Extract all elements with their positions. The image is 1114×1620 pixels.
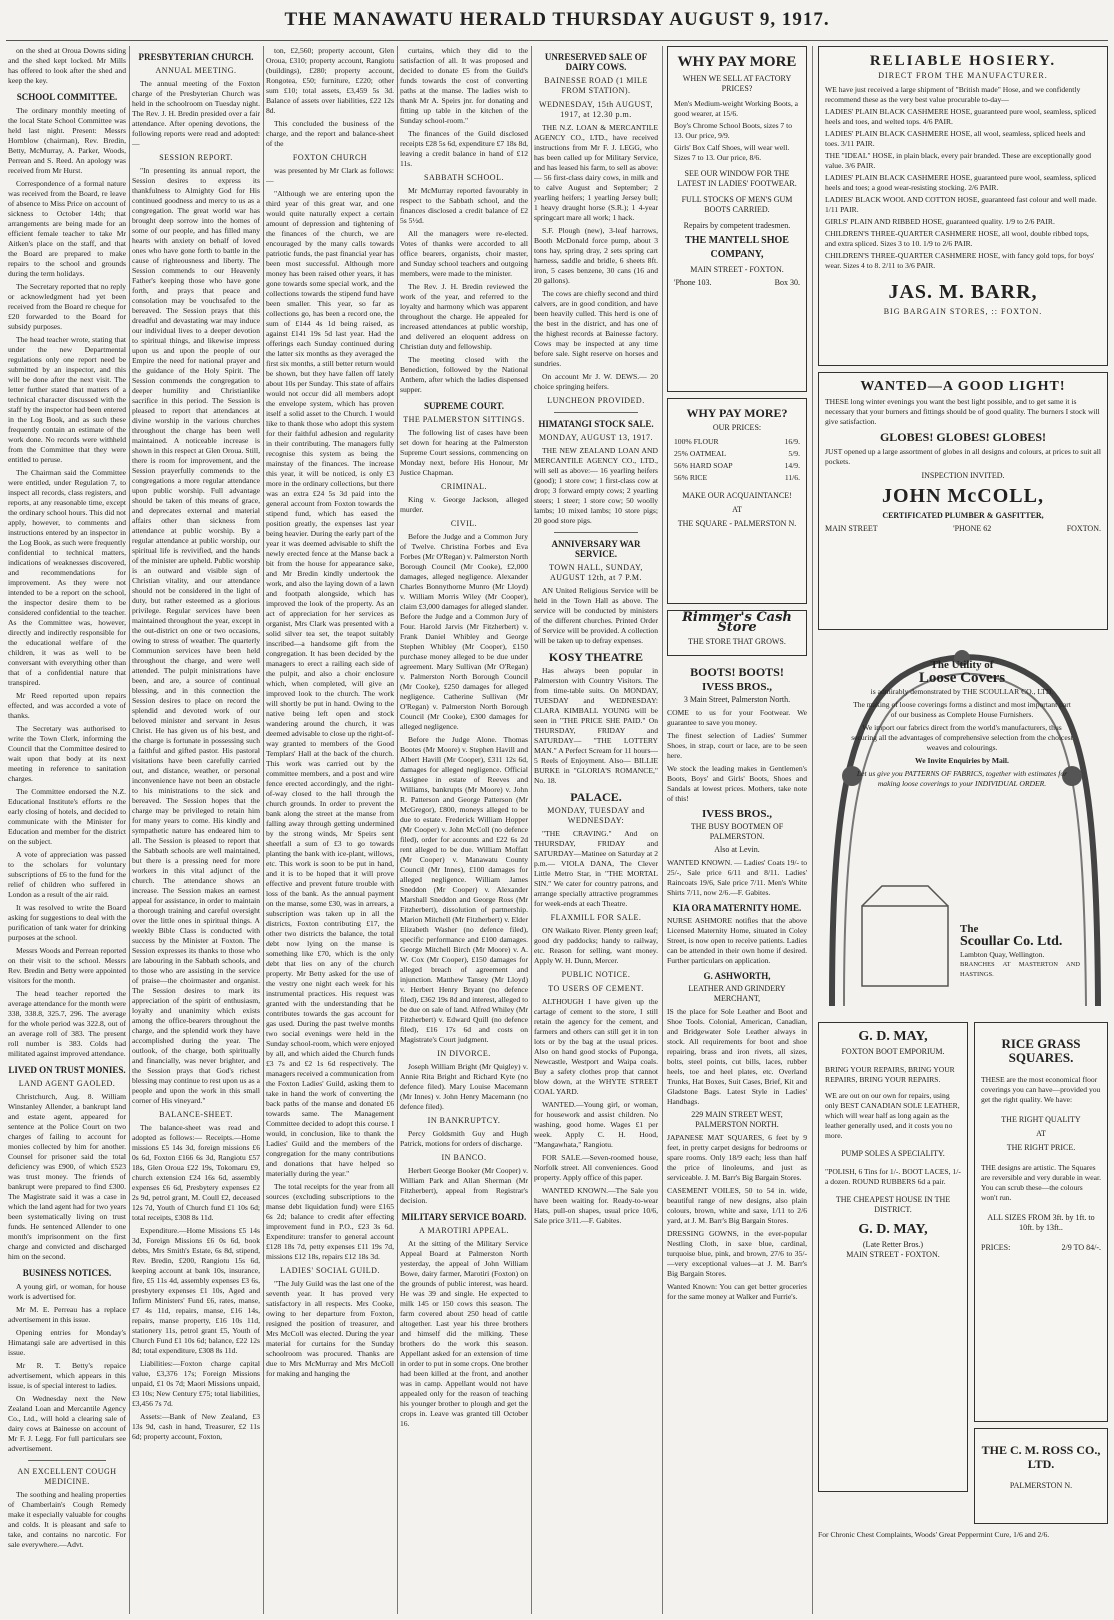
article-text: Assets:—Bank of New Zealand, £3 13s 9d, cash in hand, Treasurer, £2 11s 6d; property account, Foxton, [132, 1412, 260, 1441]
article-text: The Secretary reported that no reply or acknowledgment had yet been received from the Board re cheque for £20 forwarded to the Board for subsidy purposes. [8, 282, 126, 331]
article-text: Mr Reed reported upon repairs effected, and was accorded a vote of thanks. [8, 691, 126, 720]
ad-address: 229 MAIN STREET WEST, PALMERSTON NORTH. [691, 1110, 783, 1129]
notice-subheading: FLAXMILL FOR SALE. [550, 913, 642, 922]
column-1 [8, 46, 126, 1614]
article-heading: MILITARY SERVICE BOARD. [401, 1212, 527, 1222]
masthead-rule [6, 40, 1108, 41]
ad-line: (Late Retter Bros.) [862, 1240, 924, 1249]
price-row: 56% RICE 11/6. [674, 473, 800, 482]
ad-town: FOXTON. [1066, 524, 1101, 533]
ad-box: Box 30. [774, 278, 800, 287]
ad-phone: 'Phone 103. [674, 278, 712, 287]
article-text: on the shed at Oroua Downs siding and the shed kept locked. Mr Mills has offered to look after the shed and keep the key. [8, 46, 126, 85]
ad-company: JAS. M. BARR, [888, 281, 1038, 303]
ad-line: Repairs by competent tradesmen. [683, 221, 791, 230]
notice-subheading: TO USERS OF CEMENT. [548, 984, 644, 993]
article-text: A young girl, or woman, for house work is advertised for. [8, 1282, 126, 1301]
notice-text: FOR SALE.—Seven-roomed house, Norfolk street. All conveniences. Good property. Apply office of this paper. [534, 1153, 658, 1182]
article-text: "Although we are entering upon the third year of this great war, and one would quite naturally expect a certain amount of depression and tightening of the finances of the church, we are encouraged by the many calls towards patriotic funds, the past financial year has been most successful. Although more money has been raised other years, it has gone towards some special work, and the collections towards the stipend fund have been smaller. This year, so far as collections go, has been a record one, the sum of £144 4s 1d being raised, as against £141 19s 5d last year. Had the offerings each Sunday continued during the latter six months as they averaged the first six months, a still better return would be shown, but they have fallen off lately about 10s per Sunday. This state of affairs would not occur did all members adopt the envelope system, which has proven itself a solid asset to the Church. I would like to thank those who adopt this system for their faithful adhesion and regularity in their contributing. The managers fully recognise this system as being the mainstay of the finances. The increase this year, it will be noticed, is only £3 more in the ordinary collections, but there was an extra £24 5s 3d paid into the general account from Foxton towards the stipend fund, which has eased the position greatly, the expenses last year being heavier. During the early part of the year it was deemed advisable to shift the newly erected fence at the Manse back a bit from the house for appearance sake, and Mr Bredin kindly undertook the work, and also the laying down of a lawn and footpath alongside, which has improved the look of the property. As an act of appreciation for her services as organist, Mrs Clark was presented with a solid silver tea set, the teapot suitably inscribed—a handsome gift from the congregation. It has been decided by the managers to erect a railing each side of the pulpit, and also a choir enclosure which, when completed, will give an improved look to the church. The work will shortly be put in hand. Owing to the native being left open and stock wandering around the church, it was deemed advisable to close up the right-of-way granted to members of the Good Templars' Hall at the back of the church. This work was carried out by the committee members, and a post and wire fence erected accordingly, and the right-of-way closed to the hall through the church grounds. In order to prevent the bank along the street at the manse from falling away through getting undermined by the strong winds, Mr Speirs sent sheetfall a sum of £3 to go towards planting the bank with ice-plant, willows, etc. This work is soon to be put in hand, and it is to be hoped that it will prove effective and prevent future trouble with loss of the bank. As the annual payment on the manse, some £30, was in arrears, a subscription was taken up in all the districts, Foxton contributing £17, the other two districts the balance, the total debt now lying on the manse is something like £70, which is the only debt that lies on any of the church property. Mr Betty asked for the use of the vestry one night each week for his instrumental practices. His request was granted with the understanding that he contributes towards the gas account for gas used. During the past twelve months two social evenings were held in the Sunday school-room, which were enjoyed by all, and which aided the Church funds £3 7s and £2 1s 6d respectively. The managers received a communication from the Foxton Ladies' Guild, asking them to take in hand the work of converting the back paths of the manse and donated £6 towards same. The Management Committee decided to adopt this course. I would, in conclusion, like to thank the Ladies' Guild and the members of the congregation for the many contributions and donations that have helped so materially during the year." [266, 189, 394, 1178]
article-heading: SUPREME COURT. [423, 401, 505, 411]
ad-line: JUST opened up a large assortment of globes in all designs and colours, at prices to suit all pockets. [825, 447, 1101, 466]
ad-text: NURSE ASHMORE notifies that the above Licensed Maternity Home, situated in Coley Street, is now open to receive patients. Ladies can be attended in their own home if desired. Further particulars on application. [667, 916, 807, 965]
notice-text: WANTED KNOWN.—The Sale you have been waiting for. Ready-to-wear Hats, pull-on shapes, usual price 10/6, Sale price 3/11.—F. Gabites. [534, 1186, 658, 1225]
article-text: Herbert George Booker (Mr Cooper) v. William Park and Allan Sherman (Mr Fitzherbert), appeal from Registrar's decision. [400, 1166, 528, 1205]
article-text: curtains, which they did to the satisfaction of all. It was proposed and decided to donate £5 from the Guild's funds towards the cost of converting paths at the manse. The ladies wish to thank Mr A. Speirs jnr. for donating and fitting up table in the kitchen of the Sunday school-room." [400, 46, 528, 125]
article-subheading: IN BANKRUPTCY. [427, 1116, 501, 1125]
ad-line: The [960, 924, 979, 935]
ad-text: WANTED KNOWN. — Ladies' Coats 19/- to 25/-, Sale price 6/11 and 8/11. Ladies' Raincoats 19/6, Sale price 7/11. Men's White Shirts 7/11, now 2/6.—F. Gabites. [667, 858, 807, 897]
ad-street: MAIN STREET [825, 524, 878, 533]
ad-subtitle: WHEN WE SELL AT FACTORY PRICES? [682, 74, 792, 93]
ad-line: PALMERSTON N. [1009, 1481, 1073, 1490]
ad-line: THE BUSY BOOTMEN OF PALMERSTON. [690, 822, 784, 841]
ad-line: LADIES' PLAIN BLACK CASHMERE HOSE, all wool, seamless, spliced heels and toes. 3/11 PAIR. [825, 129, 1086, 148]
article-text: The following list of cases have been set down for hearing at the Palmerston Supreme Court sessions, commencing on Monday next, before His Honour, Mr Justice Chapman. [400, 428, 528, 477]
article-text: The Secretary was authorised to write the Town Clerk, informing the Council that the Committee desired to wait upon that body at its next meeting in reference to sanitation charges. [8, 724, 126, 783]
article-text: Before the Judge and a Common Jury of Twelve. Christina Forbes and Eva Forbes (Mr O'Regan) v. Palmerston North Borough Council (Mr Cooke), £2,000 damages, alleged negligence. Alexander Charles Bonnythorne Munro (Mr Lloyd) v. William Morris Wiley (Mr Cooper), claim £3,000 damages for alleged slander. Before the Judge and a Common Jury of Four. Harold Jarvis (Mr Fitzherbert) v. Frank Daniel Whibley and George Stephen Whibley (Mr Cooper), £150 purchase money alleged to be due under agreement. Mary Sullivan (Mr O'Regan) v. Palmerston North Borough Council (Mr Cooke), £250 damages for alleged negligence. Catherine Sullivan (Mr O'Regan) v. Palmerston North Borough Council (Mr Cooke), £300 damages for alleged negligence. [400, 532, 528, 731]
article-text: The meeting closed with the Benediction, followed by the National Anthem, after which the ladies dispensed supper. [400, 355, 528, 394]
column-divider [812, 46, 813, 1614]
ad-line: GLOBES! GLOBES! GLOBES! [879, 430, 1047, 444]
ad-line: LADIES' PLAIN BLACK CASHMERE HOSE, guaranteed pure wool, seamless, spliced heels and toes; a good wear-resisting stocking. 2/6 PAIR. [825, 173, 1096, 192]
notice-heading: PALACE. [570, 790, 622, 804]
ad-line: LADIES' BLACK WOOL AND COTTON HOSE, guaranteed fast colour and well made. 1/11 PAIR. [825, 195, 1097, 214]
ad-line: CHILDREN'S THREE-QUARTER CASHMERE HOSE, with fancy gold tops, for boys' wear. Sizes 4 to 8. 2/11 to 3/6 PAIR. [825, 251, 1095, 270]
armchair-illustration [862, 886, 948, 906]
article-text: Mr R. T. Betty's repaice advertisement, which appears in this issue, is of special interest to ladies. [8, 1361, 126, 1390]
ad-title: WHY PAY MORE? [686, 406, 788, 420]
article-text: The soothing and healing properties of Chamberlain's Cough Remedy make it especially valuable for coughs and colds. It is pleasant and safe to take, and contains no narcotic. For sale everywhere.—Advt. [8, 1490, 126, 1549]
woods-notice [818, 1530, 1108, 1570]
ad-address: Lambton Quay, Wellington. [960, 950, 1045, 959]
ad-line: THE "IDEAL" HOSE, in plain black, every pair branded. These are exceptionally good value. 3/6 PAIR. [825, 151, 1092, 170]
article-heading: LIVED ON TRUST MONIES. [8, 1065, 126, 1075]
article-subheading: CRIMINAL. [440, 482, 488, 491]
article-heading: BUSINESS NOTICES. [22, 1268, 112, 1278]
ad-address: 3 Main Street, Palmerston North. [683, 695, 791, 704]
ad-text: JAPANESE MAT SQUARES, 6 feet by 9 feet, in pretty carpet designs for bedrooms or spare rooms. Only 18/9 each; less than half the price of linoleums, and just as serviceable. J. M. Barr's Big Bargain Stores. [667, 1133, 807, 1182]
article-subheading: ANNUAL MEETING. [155, 66, 237, 75]
newspaper-title: THE MANAWATU HERALD THURSDAY AUGUST 9, 1917. [284, 9, 830, 30]
notice-subheading: LUNCHEON PROVIDED. [547, 396, 645, 405]
ad-company: G. D. MAY, [858, 1029, 928, 1044]
rimmers-ad [667, 610, 807, 656]
article-subheading: THE PALMERSTON SITTINGS. [403, 415, 525, 424]
ad-company: THE MANTELL SHOE COMPANY, [685, 235, 789, 260]
ad-line: AT [1036, 1129, 1046, 1138]
ad-line: THESE are the most economical floor coverings you can have—provided you get the right quality. We have: [981, 1075, 1101, 1104]
ad-line: "POLISH, 6 Tins for 1/-. BOOT LACES, 1/- a dozen. ROUND RUBBERS 6d a pair. [825, 1167, 961, 1186]
ad-line: THE CHEAPEST HOUSE IN THE DISTRICT. [835, 1195, 951, 1214]
notice-heading: HIMATANGI STOCK SALE. [538, 419, 654, 429]
loose-covers-text [850, 660, 1074, 846]
ad-text: The making of loose coverings forms a distinct and most important part of our business as Complete House Furnishers. [853, 700, 1071, 719]
ad-title: BOOTS! BOOTS! [690, 665, 784, 679]
ad-line: BIG BARGAIN STORES, :: FOXTON. [883, 307, 1043, 316]
ad-address: THE SQUARE - PALMERSTON N. [677, 519, 797, 528]
notice-subheading: PUBLIC NOTICE. [561, 970, 631, 979]
ad-line: INSPECTION INVITED. [921, 471, 1005, 480]
ad-title: WANTED—A GOOD LIGHT! [860, 379, 1066, 394]
article-text: The Chairman said the Committee were entitled, under Regulation 7, to inspect all records, class registers, and reports, at any reasonable time, except the ordinary school hours. This did not apply, however, to comments and instructions entered by an inspector in the Log Book, as such were frequently confidential to technical matters, indications of weaknesses discovered, and recommendations for improvement. As they were not intended to be a report on the school, the inspector desire them to be considered confidential to the teacher. As the Committee was, however, directly and indirectly responsible for the educational welfare of the children, it was as well to be conversant with everything other than that of a confidential nature that transpired. [8, 468, 126, 687]
article-subheading: LADIES' SOCIAL GUILD. [280, 1266, 380, 1275]
notice-text: ON Waikato River. Plenty green leaf; good dry paddocks; handy to railway, etc. Reason for selling, want money. Apply W. H. Dunn, Mercer. [534, 926, 658, 965]
ad-line: CHILDREN'S THREE-QUARTER CASHMERE HOSE, all wool, double ribbed tops, and extra spliced. Sizes 3 to 10. 1/9 to 2/6 PAIR. [825, 229, 1089, 248]
ad-line: THE RIGHT QUALITY [1001, 1115, 1081, 1124]
ad-line: BRING YOUR REPAIRS, BRING YOUR REPAIRS, BRING YOUR REPAIRS. [825, 1065, 955, 1084]
article-text: ton, £2,560; property account, Glen Oroua, £310; property account, Rangiotu (buildings), £280; property account, Rongotea, £50; furniture, £220; other sum £10; total assets, £3,459 5s 3d. Balance of assets over liabilities, £22 12s 8d. [266, 46, 394, 115]
notice-subheading: BAINESSE ROAD (1 MILE FROM STATION). [544, 76, 648, 95]
may-boot-ad [818, 1022, 968, 1492]
column-6-notices [667, 662, 807, 1604]
article-text: Messrs Woods and Perrean reported on their visit to the school. Messrs Rev. Bredin and Betty were appointed visitors for the month. [8, 946, 126, 985]
masthead [0, 0, 1114, 40]
article-text: The Rev. J. H. Bredin reviewed the work of the year, and referred to the loyalty and harmony which was apparent throughout the charge. He appealed for increased attendances at public worship, and delivered an eloquent address on Christian duty and fellowship. [400, 282, 528, 351]
ad-line: CERTIFICATED PLUMBER & GASFITTER, [882, 511, 1044, 520]
ad-line: MAKE OUR ACQUAINTANCE! [682, 491, 792, 500]
article-text: A vote of appreciation was passed to the scholars for voluntary subscriptions of £6 to the fund for the relief of children who suffered in London as a result of the air raid. [8, 850, 126, 899]
article-text: All the managers were re-elected. Votes of thanks were accorded to all office bearers, organists, choir master, and Sunday school teachers and outgoing members, were made to the minister. [400, 229, 528, 278]
article-text: The ordinary monthly meeting of the local State School Committee was held last night. Present: Messrs Hornblow (chairman), Rev. Bredin, Betty, McMurray, A. Parker, Woods, Perrean and S. Reed. An apology was received from Mr Hurst. [8, 106, 126, 175]
ad-title: WHY PAY MORE [677, 54, 797, 70]
ad-text: Wanted Known: You can get better groceries for the same money at Walker and Furrie's. [667, 1282, 807, 1301]
article-subheading: CIVIL. [450, 519, 478, 528]
ad-line: Girls' Box Calf Shoes, will wear well. Sizes 7 to 13. Our price, 8/6. [674, 143, 790, 162]
ad-line: FULL STOCKS OF MEN'S GUM BOOTS CARRIED. [681, 195, 793, 214]
article-subheading: LAND AGENT GAOLED. [18, 1079, 116, 1088]
notice-heading: ANNIVERSARY WAR SERVICE. [551, 539, 641, 559]
article-text: The finances of the Guild disclosed receipts £28 5s 6d, expenditure £7 18s 8d, leaving a credit balance in hand of £12 11s. [400, 129, 528, 168]
ad-text: For Chronic Chest Complaints, Woods' Great Peppermint Cure, 1/6 and 2/6. [818, 1530, 1050, 1539]
ad-line: Also at Levin. [714, 845, 760, 854]
notice-heading: UNRESERVED SALE OF DAIRY COWS. [544, 52, 648, 72]
ad-line: SEE OUR WINDOW FOR THE LATEST IN LADIES' FOOTWEAR. [677, 169, 797, 188]
ad-line: ALL SIZES FROM 3ft. by 1ft. to 10ft. by 13ft.. [987, 1213, 1095, 1232]
section-rule [28, 1460, 106, 1461]
column-2 [132, 46, 260, 1614]
ad-company: THE C. M. ROSS CO., LTD. [981, 1443, 1101, 1471]
article-text: The total receipts for the year from all sources (excluding subscriptions to the manse debt liquidation fund) were £165 6s 2d; balance to credit after effecting improvement fund in P.O., £23 3s 6d. Expenditure: transfer to general account £128 18s 7d, petty expenses £11 19s 7d, missions £12 18s, repairs £12 18s 3d. [266, 1182, 394, 1261]
article-text: The Committee endorsed the N.Z. Educational Institute's efforts re the early closing of hotels, and decided to communicate with the Minister for Education and member for the district on the subject. [8, 787, 126, 846]
ad-company: G. D. MAY, [858, 1222, 928, 1237]
price-row: 25% OATMEAL 5/9. [674, 449, 800, 458]
ad-line: AT [732, 505, 742, 514]
ad-line: Boy's Chrome School Boots, sizes 7 to 13. Our price, 9/9. [674, 121, 793, 140]
mccoll-ad [818, 372, 1108, 630]
ad-company: IVESS BROS., [701, 808, 772, 820]
column-divider [397, 46, 398, 1614]
notice-text: "THE CRAVING." And on THURSDAY, FRIDAY and SATURDAY—Matinee on Saturday at 2 p.m.— VIOLA DANA, The Clever Little Metro Star, in "THE MORTAL SIN." We cater for country patrons, and arrange specially attractive programmes for week-ends at each Theatre. [534, 829, 658, 908]
notice-heading: KOSY THEATRE [548, 650, 644, 664]
price-row: 56% HARD SOAP 14/9. [674, 461, 800, 470]
ad-title: RICE GRASS SQUARES. [1001, 1036, 1081, 1065]
ad-line: WE have just received a large shipment of "British made" Hose, and we confidently recommend these as the very best value procurable to-day— [825, 85, 1081, 104]
ross-ad [974, 1428, 1108, 1524]
ad-line: BRANCHES AT MASTERTON AND HASTINGS. [960, 961, 1080, 978]
column-divider [129, 46, 130, 1614]
ad-tagline: THE STORE THAT GROWS. [688, 637, 786, 646]
article-subheading: SESSION REPORT. [159, 153, 233, 162]
article-text: The head teacher reported the average attendance for the month were 338, 338.8, 325.7, 296. The average for the whole period was 322.8, out of an average roll of 383. The present roll number is 383. Colds had militated against improved attendance. [8, 989, 126, 1058]
article-text: Opening entries for Monday's Himatangi sale are advertised in this issue. [8, 1328, 126, 1357]
ad-text: DRESSING GOWNS, in the ever-popular Nestling Cloth, in saxe blue, cardinal, turquoise blue, pink, and brown, 27/6 to 35/-—very exceptional values—at J. M. Barr's Big Bargain Stores. [667, 1229, 807, 1278]
article-subheading: IN DIVORCE. [437, 1049, 491, 1058]
notice-text: The cows are chiefly second and third calvers, are in good condition, and have been heavily culled. This herd is one of the best in the district, and has one of the highest records at Bainesse factory. Cows may be inspected at any time before sale. Sight reserve on horses and sundries. [534, 289, 658, 368]
article-text: The annual meeting of the Foxton charge of the Presbyterian Church was held in the schoolroom on Tuesday night. The Rev. J. H. Bredin presided over a fair attendance. After opening devotions, the following reports were read and adopted:— [132, 79, 260, 148]
article-heading: SCHOOL COMMITTEE. [16, 92, 118, 102]
ad-phone: 'PHONE 62 [953, 524, 992, 533]
article-text: "The July Guild was the last one of the seventh year. It has proved very satisfactory in all respects. Mrs Cooke, owing to her departure from Foxton, resigned the position of treasurer, and Mrs McColl was elected. During the year material for curtains for the Sunday schoolroom was procured. Thanks are due to Mrs McMurray and Mrs McColl for making and hanging the [266, 1279, 394, 1378]
notice-text: WANTED.—Young girl, or woman, for housework and assist children. No washing, good home. Wages £1 per week. Apply C. H. Hood, "Mangawhata," Rangiotu. [534, 1100, 658, 1149]
notice-subheading: WEDNESDAY, 15th AUGUST, 1917, at 12.30 p.m. [538, 100, 654, 119]
ad-text: Let us give you PATTERNS OF FABRICS, together with estimates for making loose coverings to your INDIVIDUAL ORDER. [856, 769, 1068, 788]
ad-line: LADIES' PLAIN BLACK CASHMERE HOSE, guaranteed pure wool, seamless, spliced heels and toes, and welted tops. 4/6 PAIR. [825, 107, 1096, 126]
notice-subheading: MONDAY, TUESDAY and WEDNESDAY: [547, 806, 645, 825]
ad-address: MAIN STREET - FOXTON. [846, 1250, 940, 1259]
ad-subtitle: DIRECT FROM THE MANUFACTURER. [878, 71, 1048, 80]
article-text: The balance-sheet was read and adopted as follows:— Receipts.—Home missions £5 14s 3d, foreign missions £6 0s 6d, Foxton £166 6s 3d, Rangiotu £57 18s, Glen Oroua £22 19s, Tokomaru £9, church extension £24 16s 6d, assembly expenses £6 6d, Presbytery expenses £2 2s 9d, petrol grant, M. Coull £2, deceased 12s 7d, Youth of Church fund £1 10s 6d; total receipts, £308 8s 11d. [132, 1123, 260, 1222]
ad-text: The finest selection of Ladies' Summer Shoes, in strap, court or lace, are to be seen here. [667, 731, 807, 760]
notice-text: THE NEW ZEALAND LOAN AND MERCANTILE AGENCY CO., LTD., will sell as above:— 16 yearling heifers (good); 1 store cow; 1 first-class cow at drop; 3 forward empty cows; 2 yearling steers; 1 steer; 1 store cow; 50 woolly lambs; 10 mixed lambs; 10 store pigs; 20 good store pigs. [534, 446, 658, 525]
ad-line: THE RIGHT PRICE. [1006, 1143, 1076, 1152]
article-text: Mr M. E. Perreau has a replace advertisement in this issue. [8, 1305, 126, 1324]
ad-line: Men's Medium-weight Working Boots, a good wearer, at 15/6. [674, 99, 799, 118]
ad-line: PUMP SOLES A SPECIALITY. [841, 1149, 945, 1158]
article-text: "In presenting its annual report, the Session desires to express its thankfulness to Almighty God for His continued goodness and mercy to us as a congregation. The great world war has brought deep sorrow into the homes of some of our people, and has filled many hearts with anxiety on behalf of loved ones who have gone forth to battle in the cause of righteousness and liberty. The Session commends to our Heavenly Father's keeping those who have gone forth, and prays that peace and consolation may be vouchsafed to the bereaved. The Session prays that this dreadful and devastating war may induce our individual lives to a deeper devotion to spiritual things, and likewise impress upon us and upon the people of our Empire the need for national prayer and the guidance of the Holy Spirit. The Session commends the congregation to deeper humility and Christianlike sacrifice in this period. The Session is pleased to report that attendances at divine worship in the various churches throughout the charge has been well maintained. A noticeable increase is shown in this respect at Glen Oroua. Still, there is room for improvement, and the Session prayerfully commends to the congregations a more regular attendance upon public worship. Full advantage should be taken of this means of grace, and deprecates external and material affairs other than sickness from attendance at public worship. By a regular attendance at public worship, our spiritual life is revivified, and the hands of the minister are upheld. Public worship is an outward and visible sign of Christian vitality, and our attendance should not be considered in the light of duty, but rather esteemed as a glorious privilege. Regular services have been maintained throughout the year, except in the out-district on one or two occasions, owing to stress of weather. The quarterly Communion services have been held throughout the charge, and were well attended. The pulpit ministrations have been, and are, a source of continual blessing, and in this connection the Session desires to place on record the splendid and devoted work of our beloved minister and servant in Jesus Christ. He has given us of his best, and the charge is fortunate in possessing such a faithful and gifted pastor. His pastoral visitations have been carefully carried out, and distance, weather, or personal inconvenience have not been an obstacle to his ministrations to the sick and bereaved. The Session hopes that the charge may be privileged to retain him for many years to come. His kindly and sympathetic nature has endeared him to all. The Session is pleased to report that the Sabbath schools are well maintained, but there is a pressing need for more workers in this vital adjunct of the church. The attendance shows an increase. The Session makes an earnest appeal for assistance, in order to maintain a thorough training and careful oversight over the little ones in spiritual things. A weekly Bible Class is conducted with success by the Minister at Foxton. The Session expresses its thanks to those who are labouring in the Sabbath schools, and to those who are assisting in the service of praise—the choirmaster and organist. The Session desires to mark its appreciation of the spirit of enthusiasm, loyalty and unanimity which exists among the office-bearers throughout the charge, and the splendid work they have accomplished during the year. The outlook, of the charge, both spiritually and financially, was never brighter, and the Session prays that God's richest blessing may continue to rest upon us as a people and upon the work in this small corner of His vineyard." [132, 166, 260, 1105]
ad-text: We stock the leading makes in Gentlemen's Boots, Boys' and Girls' Boots, Shoes and Sandals at lowest prices. Mothers, take note of this! [667, 764, 807, 803]
price-list [674, 437, 800, 483]
article-text: Expenditure.—Home Missions £5 14s 3d, Foreign Missions £6 0s 6d, book debts, Mrs Smith's Estate, 6s 8d, stipend, Rev. Bredin, £200, Rangiotu 15s 6d, keeping account at bank 10s, insurance, fire, £5 11s 4d, assembly expenses £3 6s, presbytery expenses £1 10s, Aged and Infirm Ministers' Fund £6, rates, manse, £7 4s 11d, repairs, manse, £16 14s, repairs, manse property, £16 10s 11d, stationery 11s, petrol grant £5, Youth of Church Fund £1 10s 6d; balance, £22 12s 8d; total expenditure, £308 8s 11d. [132, 1226, 260, 1355]
ad-subtitle: OUR PRICES: [712, 423, 762, 432]
ad-text: IS the place for Sole Leather and Boot and Shoe Tools. Colonial, American, Canadian, and Bridgewater Sole Leather always in stock. All requirements for boot and shoe repairing, brass and iron rivets, all sizes, bolts, steel points, cut bills, laces, rubber heels, toe and heel plates, etc. Overland Trunks, Hat Boxes, Suit Cases, Brief, Kit and Gladstone Bags. Latest Style in Ladies' Handbags. [667, 1007, 807, 1106]
article-text: It was resolved to write the Board asking for suggestions to deal with the purification of tank water for drinking purposes at the school. [8, 903, 126, 942]
ad-subtitle: FOXTON BOOT EMPORIUM. [841, 1047, 945, 1056]
article-text: Christchurch, Aug. 8. William Winstanley Allender, a bankrupt land and estate agent, appeared for sentence at the Police Court on two charges of failing to account for monies collected by him for another. Counsel for prisoner said the total deficiency was £900, of which £523 was trust money. The friends of bankrupt were prepared to find £300. The Magistrate said it was a case in which the land agent had for two years been systematically living on trust funds. He sentenced Allender to one month's imprisonment on the first charge and convicted and discharged him on the second. [8, 1092, 126, 1261]
column-divider [662, 46, 663, 1614]
ad-title: RELIABLE HOSIERY. [869, 53, 1057, 69]
ad-company: G. ASHWORTH, [703, 971, 771, 981]
ad-line: LEATHER AND GRINDERY MERCHANT, [688, 984, 786, 1003]
article-text: This concluded the business of the charge, and the report and balance-sheet of the [266, 119, 394, 148]
article-subheading: AN EXCELLENT COUGH MEDICINE. [17, 1467, 117, 1486]
article-text: At the sitting of the Military Service Appeal Board at Palmerston North yesterday, the appeal of John William Bowe, dairy farmer, Marotiri (Foxton) on the grounds of public interest, was heard. He was 39 and single. He expected to milk 145 or 150 cows this season. The farm covered about 250 head of cattle altogether. Last year his three brothers and himself did the milking. These brothers do the work this season. Appellant asked for an extension of time in order to put in some crops. One brother had been killed at the front, and another was in camp. Appellant would not have appealed only for the reason of teaching his younger brother to plough and get the crops in. Leave was granted till October 16. [400, 1239, 528, 1428]
rice-grass-ad [974, 1022, 1108, 1422]
notice-text: AN United Religious Service will be held in the Town Hall as above. The service will be conducted by ministers of the different churches. Printed Order of Service will be provided. A collection will be taken up to defray expenses. [534, 586, 658, 645]
scoullar-name [960, 924, 1080, 1012]
article-subheading: BALANCE-SHEET. [159, 1110, 233, 1119]
notice-subheading: MONDAY, AUGUST 13, 1917. [538, 433, 654, 442]
notice-subheading: TOWN HALL, SUNDAY, AUGUST 12th, at 7 P.M. [549, 563, 643, 582]
article-subheading: A MAROTIRI APPEAL. [419, 1226, 509, 1235]
notice-text: Has always been popular in Palmerston with Country Visitors. The from time-table suits. On MONDAY, TUESDAY and WEDNESDAY: CLARA KIMBALL YOUNG will be seen in "THE PRICE SHE PAID." On THURSDAY, FRIDAY and SATURDAY— "THE LOTTERY MAN." A Perfect Scream for 11 hours—5 Reels of Enjoyment. Also— BILLIE BURKE in "GLORIA'S ROMANCE," No. 18. [534, 666, 658, 785]
article-subheading: IN BANCO. [441, 1153, 487, 1162]
article-text: Liabilities:—Foxton charge capital value, £3,376 17s; Foreign Missions unpaid, £1 0s 7d; Maori Missions unpaid, £3 10s; New Century £75; total liabilities, £3,456 7s 7d. [132, 1359, 260, 1408]
article-text: The head teacher wrote, stating that under the new Departmental regulations only one report need be submitted by an inspector, and this will be done after the next visit. The letter further stated that matters of a technical character discussed with the staff by the inspector had been entered in the Log Book, and as such these frequently contain an estimate of the work done. No records were withheld from the Committee that they were entitled to peruse. [8, 335, 126, 464]
ad-line: GIRLS' PLAIN AND RIBBED HOSE, guaranteed quality. 1/9 to 2/6 PAIR. [825, 217, 1055, 226]
column-5 [534, 46, 658, 1614]
price-row: 100% FLOUR 16/9. [674, 437, 800, 446]
article-text: Joseph William Bright (Mr Quigley) v. Annie Rita Bright and Richard Kyte (no defence filed). Mary Louise Macemann (Mr Innes) v. John Henry Macemann (no defence filed). [400, 1062, 528, 1111]
section-rule [554, 412, 638, 413]
article-text: was presented by Mr Clark as follows:— [266, 166, 394, 185]
article-text: Correspondence of a formal nature was received from the Board, re leave of absence to Miss Price on account of sickness to October 14th; that arrangements are being made for an efficient female teacher to take Mr Aitken's place on the staff, and that the Board are prepared to make repairs to the school and grounds during the term holidays. [8, 179, 126, 278]
article-text: Mr McMurray reported favourably in respect to the Sabbath school, and the finances disclosed a credit balance of £2 5s 5½d. [400, 186, 528, 225]
ad-text: We Invite Enquiries by Mail. [915, 756, 1009, 765]
ad-title: The Utility of [930, 660, 994, 671]
article-subheading: FOXTON CHURCH [292, 153, 368, 162]
ad-line: THE designs are artistic. The Squares are reversible and very durable in wear. You can scrub these—the colours won't run. [981, 1163, 1101, 1202]
notice-text: ALTHOUGH I have given up the cartage of cement to the store, I still retain the agency for the cement, and farmers and others can still get it in ton lots or by the bag at the usual prices. Also on hand good stocks of Puponga, Newcastle, Westport and Waipa coals. Buy a safety clothes prop that cannot blow down, at the WHYTE STREET COAL YARD. [534, 997, 658, 1096]
grocery-ad [667, 398, 807, 604]
column-divider [531, 46, 532, 1614]
mantell-shoe-ad [667, 46, 807, 392]
notice-text: On account Mr J. W. DEWS.— 20 choice springing heifers. [534, 372, 658, 391]
ad-title: Loose Covers [918, 670, 1006, 686]
ad-line: PRICES: [981, 1243, 1011, 1252]
article-text: King v. George Jackson, alleged murder. [400, 495, 528, 514]
ad-company: IVESS BROS., [701, 681, 772, 693]
column-4 [400, 46, 528, 1614]
article-heading: PRESBYTERIAN CHURCH. [138, 52, 254, 62]
article-text: Before the Judge Alone. Thomas Bootes (Mr Moore) v. Stephen Havill and Albert Havill (Mr Cooper), £311 12s 6d, damages for alleged negligence. Official Assignee in estate of Reeves and Williams, bankrupts (Mr Moore) v. John R. Patterson and George Patterson (Mr McGregor), £800, moneys alleged to be due to estate. Frederick William Hopper (Mr Cooper) v. John McColl (no defence filed), order for accounts and £22 6s 2d rent alleged to be due. William Moffatt (Mr Cooper) v. Manawatu County Council (Mr Innes), £100 damages for alleged negligence. William James Sneddon (Mr Cooper) v. Alexander Marshall Sneddon and George Ross (Mr Fitzherbert), dissolution of partnership. Marion Mitchell (Mr Fitzherbert) v. Elder Elizabeth Washer (no defence filed), specific performance and £100 damages. George Mitchell Birch (Mr Moore) v. A. W. Cox (Mr Cooper), £150 damages for alleged breach of agreement and injunction. Matthew Tansey (Mr Lloyd) v. Herbert Henry Bryant (no defence filed), £362 19s 8d and interest, alleged to be due on sale of land. Alfred Whiley (Mr Fitzherbert) v. Edward Quill (no defence filed), £16 17s 6d and costs on Magistrate's Court judgment. [400, 735, 528, 1044]
ad-text: We import our fabrics direct from the world's manufacturers, thus securing all the advantages of comprehensive selection from the choicest weaves and colourings. [851, 723, 1073, 752]
column-3 [266, 46, 394, 1614]
notice-text: S.F. Plough (new), 3-leaf harrows, Booth McDonald force pump, about 3 tons hay, spring dray, 2 sets spring cart harness, saddle and bridle, 6 sheets 8ft. iron, 5 cases benzene, 30 cans (16 and 20 gallons). [534, 226, 658, 285]
ad-company: JOHN McCOLL, [882, 485, 1044, 507]
article-text: On Wednesday next the New Zealand Loan and Mercantile Agency Co., Ltd., will hold a clearing sale of dairy cows at Bainesse on account of Mr F. J. Legg. For full particulars see advertisement. [8, 1394, 126, 1453]
article-subheading: SABBATH SCHOOL. [424, 173, 504, 182]
ad-text: is admirably demonstrated by THE SCOULLAR CO., LTD. [870, 687, 1054, 696]
notice-text: THE N.Z. LOAN & MERCANTILE AGENCY CO., LTD., have received instructions from Mr F. J. LEGG, who has been called up for Military Service, and has leased his farm, to sell as above:— 56 first-class dairy cows, in milk and to calve August and September; 2 yearling heifers; 1 yearling Jersey bull; 1 heavy draught horse (S.R.); 1 4-year springcart mare all work; 1 hack. [534, 123, 658, 222]
column-divider [263, 46, 264, 1614]
ad-text: CASEMENT VOILES, 50 to 54 in. wide, beautiful range of new designs, also plain colours, brown, white and saxe, 1/11 to 2/6 yard, at J. M. Barr's Big Bargain Stores. [667, 1186, 807, 1225]
ad-line: 2/9 TO 84/-. [1061, 1243, 1101, 1252]
ad-line: WE are out on our own for repairs, using only BEST CANADIAN SOLE LEATHER, which will wear half as long again as the leather generally used, and it costs you no more. [825, 1091, 960, 1140]
ad-text: COME to us for your Footwear. We guarantee to save you money. [667, 708, 807, 727]
hosiery-ad [818, 46, 1108, 366]
rimmers-logo: Rimmer's Cash Store [682, 610, 792, 635]
ad-line: THESE long winter evenings you want the best light possible, and to get same it is necessary that your burners and fittings should be of good quality. The burners I stock will give satisfaction. [825, 397, 1100, 426]
ad-company: Scoullar Co. Ltd. [960, 934, 1063, 949]
ad-address: MAIN STREET - FOXTON. [690, 265, 784, 274]
armchair-illustration [862, 906, 948, 986]
ad-title: KIA ORA MATERNITY HOME. [672, 903, 802, 913]
section-rule [554, 532, 638, 533]
article-text: Percy Goldsmith Guy and Hugh Patrick, motions for orders of discharge. [400, 1129, 528, 1148]
